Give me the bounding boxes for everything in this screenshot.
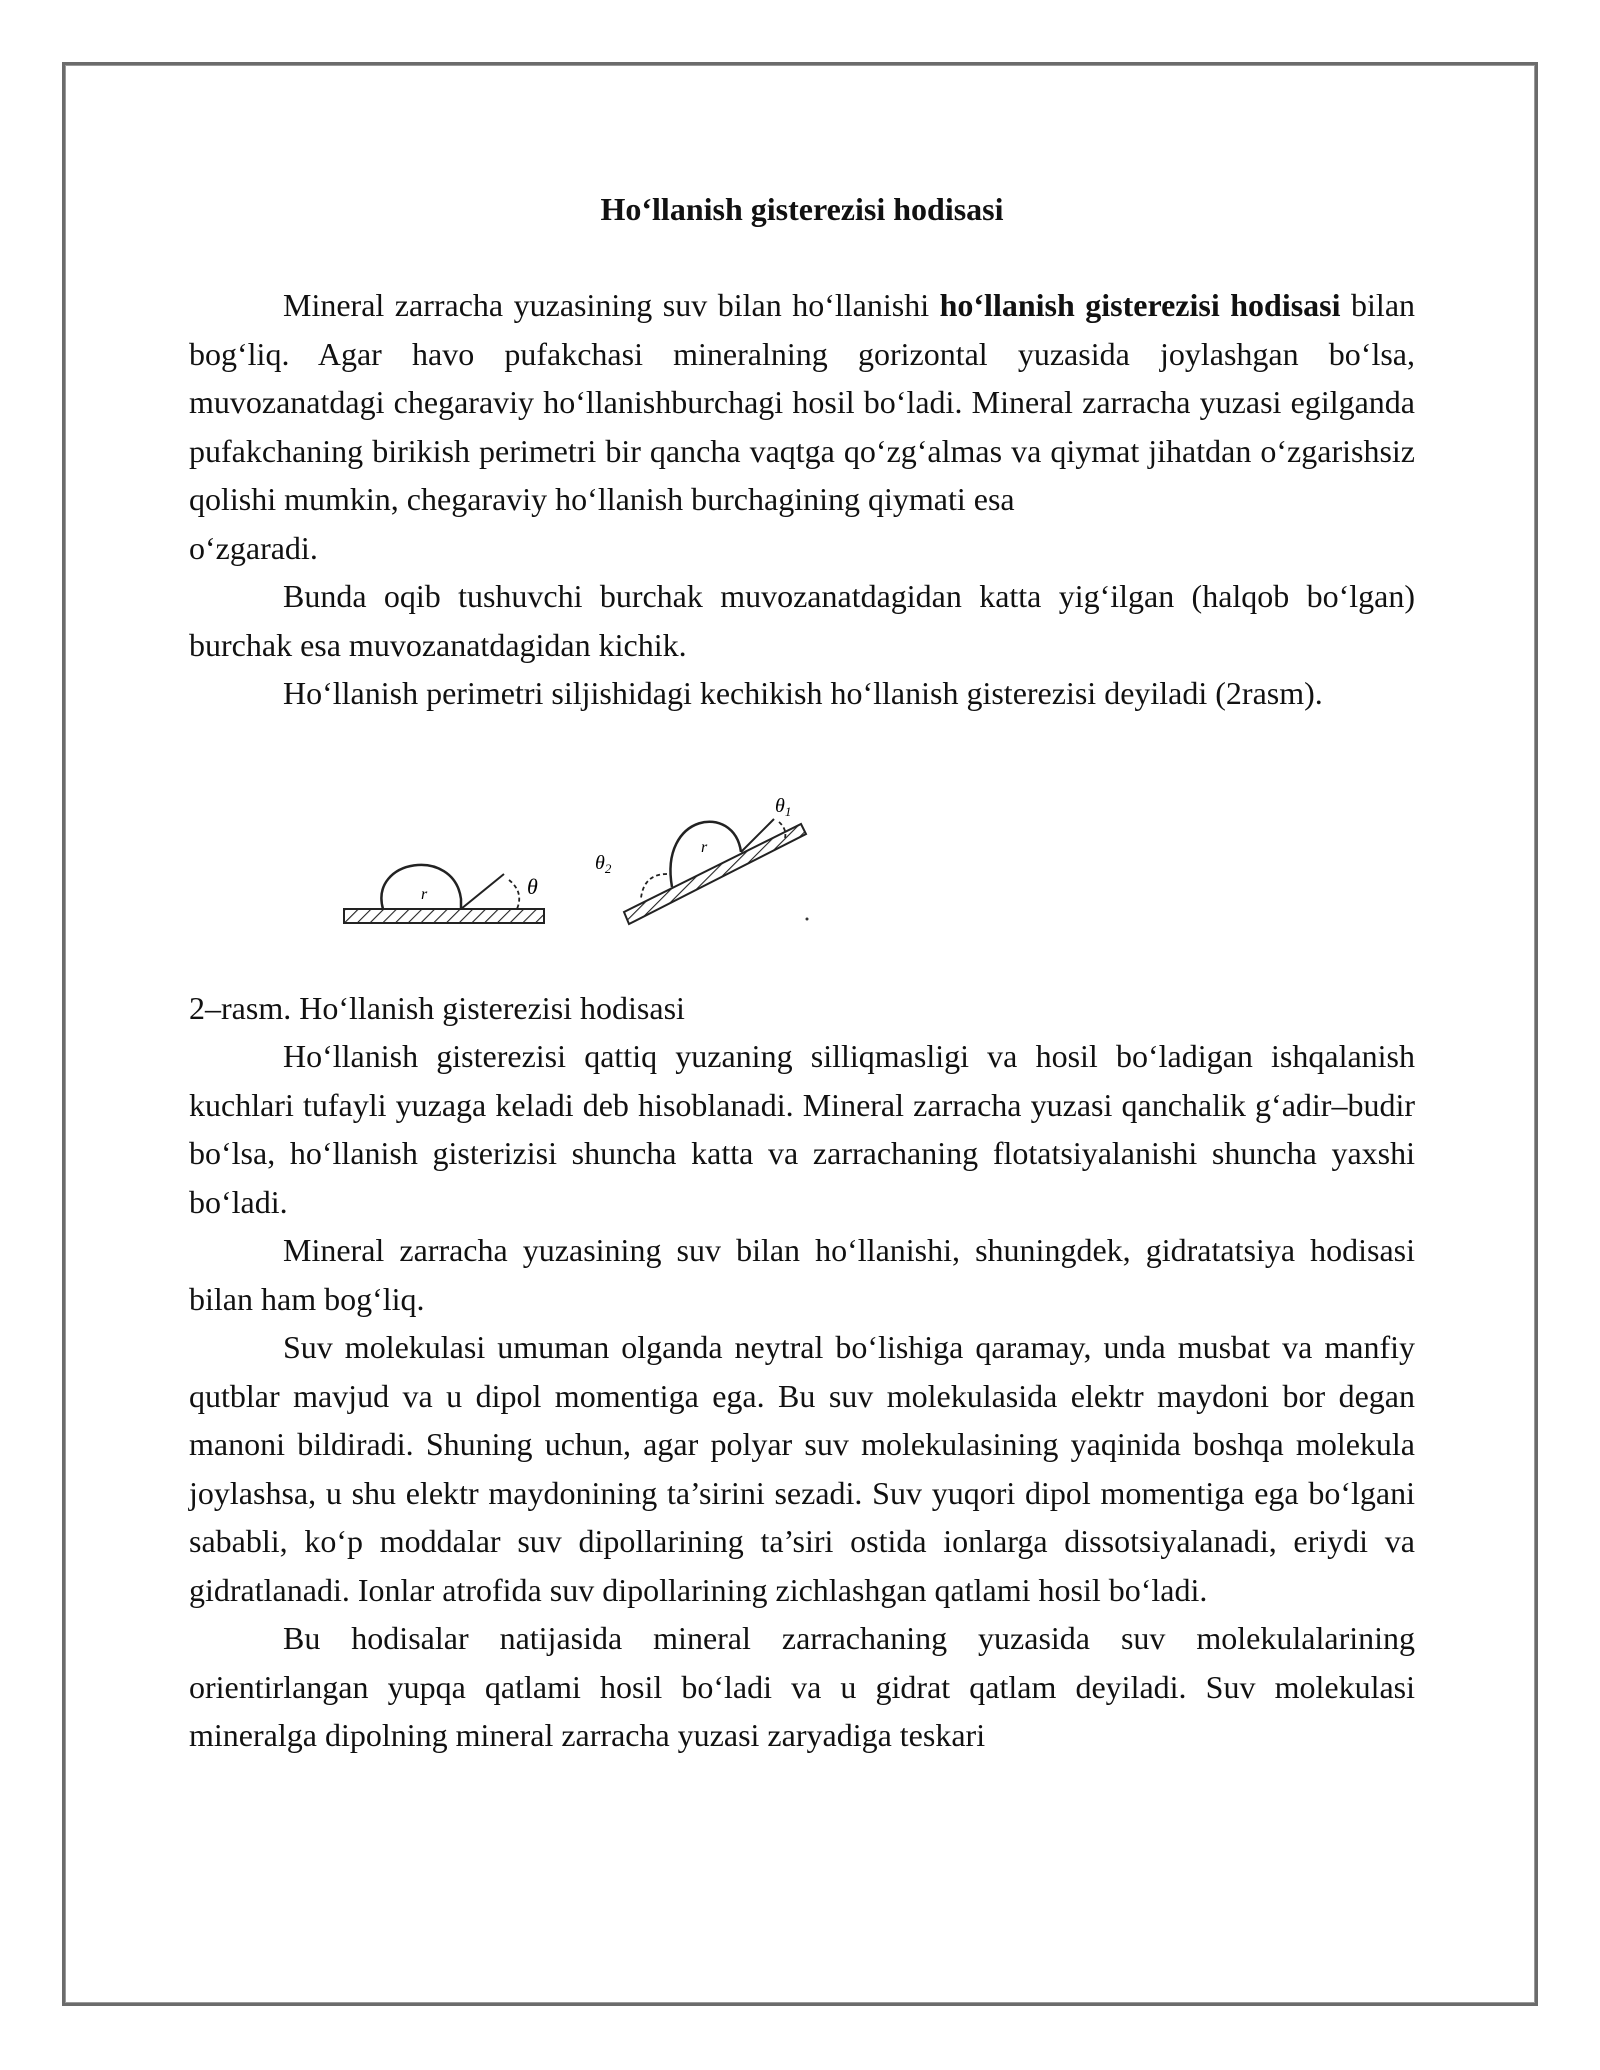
- paragraph-7: Bu hodisalar natijasida mineral zarrachaning yuzasida suv molekulalarining orientirlangan yupqa qatlami hosil bo‘ladi va u gidrat qatlam deyiladi. Suv molekulasi mineralga dipolning mineral zarracha yuzasi zaryadiga teskari: [189, 1620, 1415, 1753]
- figure-2: [189, 734, 1415, 984]
- label-theta1-symbol: θ: [775, 794, 785, 817]
- label-theta1: [775, 795, 791, 819]
- paragraph-6: Suv molekulasi umuman olganda neytral bo‘lishiga qaramay, unda musbat va manfiy qutblar mavjud va u dipol momentiga ega. Bu suv molekulasida elektr maydoni bor degan manoni bildiradi. Shuning uchun, agar polyar suv molekulasining yaqinida boshqa molekula joylashsa, u shu elektr maydonining ta’sirini sezadi. Suv yuqori dipol momentiga ega bo‘lgani sababli, ko‘p moddalar suv dipollarining ta’siri ostida ionlarga dissotsiyalanadi, eriydi va gidratlanadi. Ionlar atrofida suv dipollarining zichlashgan qatlami hosil bo‘ladi.: [189, 1329, 1415, 1608]
- figure-caption: 2–rasm. Ho‘llanish gisterezisi hodisasi: [189, 989, 685, 1026]
- paragraph-1-tail: o‘zgaradi.: [189, 529, 318, 566]
- paragraph-2: Bunda oqib tushuvchi burchak muvozanatdagidan katta yig‘ilgan (halqob bo‘lgan) burchak esa muvozanatdagidan kichik.: [189, 578, 1415, 663]
- label-theta2-symbol: θ: [595, 851, 605, 874]
- document-body: [189, 185, 1415, 1760]
- paragraph-1-bold-term: ho‘llanish gisterezisi hodisasi: [939, 287, 1341, 323]
- paragraph-5: Mineral zarracha yuzasining suv bilan ho‘llanishi, shuningdek, gidratatsiya hodisasi bilan ham bog‘liq.: [189, 1232, 1415, 1317]
- label-theta2-subscript: 2: [604, 860, 612, 876]
- label-theta: θ: [527, 873, 538, 899]
- paragraph-1: [189, 281, 1415, 524]
- paragraph-4: Ho‘llanish gisterezisi qattiq yuzaning silliqmasligi va hosil bo‘ladigan ishqalanish kuchlari tufayli yuzaga keladi deb hisoblanadi. Mineral zarracha yuzasi qanchalik g‘adir–budir bo‘lsa, ho‘llanish gisterizisi shuncha katta va zarrachaning flotatsiyalanishi shuncha yaxshi bo‘ladi.: [189, 1038, 1415, 1220]
- label-r-right: r: [701, 838, 708, 856]
- paragraph-1-text-a: Mineral zarracha yuzasining suv bilan ho‘llanishi: [283, 287, 940, 323]
- label-r-left: r: [421, 885, 428, 903]
- stray-dot: [806, 917, 809, 920]
- horizontal-surface-drawing: [344, 864, 544, 922]
- contact-tangent-left: [461, 874, 504, 909]
- inclined-surface-drawing: [595, 795, 809, 924]
- page-title: Ho‘llanish gisterezisi hodisasi: [600, 191, 1004, 227]
- label-theta1-subscript: 1: [784, 803, 792, 819]
- label-theta2: [595, 852, 612, 876]
- paragraph-3: Ho‘llanish perimetri siljishidagi kechikish ho‘llanish gisterezisi deyiladi (2rasm).: [283, 675, 1323, 711]
- horizontal-plate: [344, 909, 544, 923]
- hysteresis-diagram: [189, 734, 889, 984]
- inclined-plate: [624, 824, 806, 924]
- angle-arc-left: [509, 880, 519, 909]
- paragraph-1-text-b: bilan bog‘liq. Agar havo pufakchasi mineralning gorizontal yuzasida joylashgan bo‘lsa, muvozanatdagi chegaraviy ho‘llanishburchagi hosil bo‘ladi. Mineral zarracha yuzasi egilganda pufakchaning birikish perimetri bir qancha vaqtga qo‘zg‘almas va qiymat jihatdan o‘zgarishsiz qolishi mumkin, chegaraviy ho‘llanish burchagining qiymati esa: [189, 287, 1416, 517]
